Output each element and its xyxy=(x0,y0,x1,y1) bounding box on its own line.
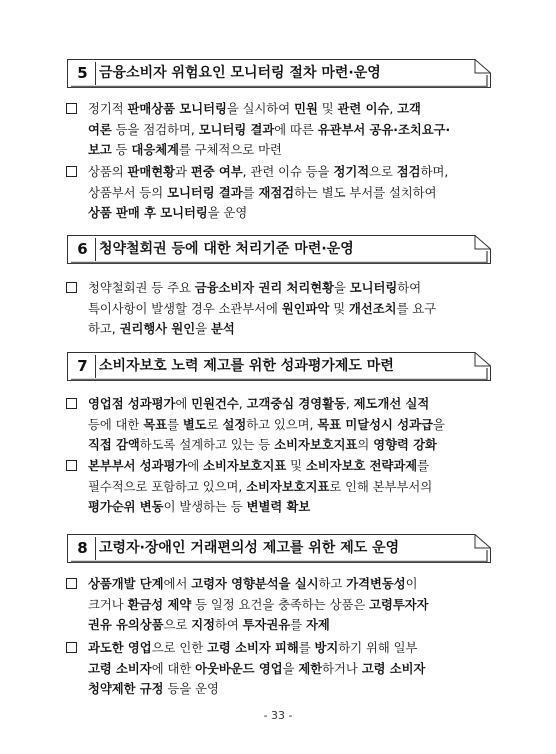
text: 으로 인한 xyxy=(151,641,208,655)
text: 상품의 xyxy=(88,165,128,179)
text-line xyxy=(88,120,450,141)
text-line xyxy=(88,394,429,415)
checkbox-bullet-icon xyxy=(66,460,77,471)
bold-text: 소비자보호지표 xyxy=(203,459,287,473)
text: 및 xyxy=(317,102,338,116)
bold-text: 청약제한 규정 xyxy=(88,682,164,696)
bold-text: 고령자 영향분석을 실시 xyxy=(191,577,319,591)
section-number: 5 xyxy=(77,64,88,82)
text: 을 xyxy=(282,661,299,676)
section-title: 소비자보호 노력 제고를 위한 성과평가제도 마련 xyxy=(99,358,394,374)
page-number: - 33 - xyxy=(263,709,293,722)
checkbox-bullet-icon xyxy=(66,166,77,177)
text-line xyxy=(88,183,437,204)
section-header-7 xyxy=(67,352,491,381)
text: 청약철회권 등 주요 xyxy=(88,281,195,295)
bold-text: 편중 여부 xyxy=(190,165,243,179)
bold-text: 영업점 성과평가 xyxy=(88,397,176,411)
text: 하는 별도 부서를 설치하여 xyxy=(294,185,437,200)
text: 등을 점검하며, xyxy=(111,122,199,137)
text: 하도록 설계하고 있는 등 xyxy=(139,438,275,452)
text: 을 운영 xyxy=(207,206,248,220)
bold-text: 여론 xyxy=(88,122,112,137)
bold-text: 관련 이슈 xyxy=(337,102,390,116)
text: 이 발생하는 등 xyxy=(163,500,247,514)
text-line xyxy=(88,299,436,320)
bold-text: 판매상품 모니터링 xyxy=(127,102,227,116)
bold-text: 가격변동성 xyxy=(346,577,406,591)
bold-text: 소비자보호 전략과제 xyxy=(305,459,418,473)
bold-text: 고객중심 경영활동 xyxy=(246,397,346,411)
checkbox-bullet-icon xyxy=(66,578,77,589)
checkbox-bullet-icon xyxy=(66,398,77,409)
bold-text: 재점검 xyxy=(258,185,295,200)
text-line xyxy=(88,99,421,120)
text: 에 xyxy=(187,459,204,473)
text: 및 xyxy=(329,301,350,316)
text-line xyxy=(88,278,421,299)
bold-text: 민원 xyxy=(294,102,318,116)
bold-text: 평가순위 변동 xyxy=(88,500,164,514)
section-number: 7 xyxy=(77,357,88,375)
text: 등에 대한 xyxy=(88,417,144,432)
bold-text: 고령 소비자 xyxy=(88,661,152,676)
bold-text: 변별력 확보 xyxy=(246,500,311,514)
bold-text: 금융소비자 권리 처리현황 xyxy=(194,281,334,295)
text: 로 xyxy=(206,417,223,432)
bold-text: 판매현황 xyxy=(127,165,176,179)
text-line xyxy=(88,456,429,477)
bold-text: 제한 xyxy=(298,661,323,676)
section-header-5 xyxy=(67,59,491,88)
bold-text: 고령투자자 xyxy=(369,597,429,612)
text: , 관련 이슈 등을 xyxy=(242,165,334,179)
text: 을 xyxy=(334,281,350,295)
bold-text: 고령 소비자 피해 xyxy=(207,641,299,655)
text: , xyxy=(238,397,247,411)
bold-text: 제도개선 실적 xyxy=(353,397,430,411)
bold-text: 민원건수 xyxy=(191,397,239,411)
section-number: 8 xyxy=(77,539,88,557)
text: 를 xyxy=(167,417,183,432)
bold-text: 지정 xyxy=(191,618,215,632)
text: 을 xyxy=(432,417,445,432)
text: 하기 위해 일부 xyxy=(338,641,418,655)
bold-text: 별도 xyxy=(182,417,207,432)
text: 특이사항이 발생할 경우 소관부서에 xyxy=(88,301,282,316)
bold-text: 투자권유 xyxy=(242,618,291,632)
text: 등 xyxy=(111,143,132,157)
text: 하고 xyxy=(318,577,347,591)
checkbox-bullet-icon xyxy=(66,282,77,293)
text: 를 xyxy=(298,641,315,655)
bold-text: 목표 미달성시 성과급 xyxy=(317,417,433,432)
text: 으로 xyxy=(369,165,397,179)
bold-text: 상품개발 단계 xyxy=(88,577,164,591)
text: 하여 xyxy=(397,281,422,295)
bold-text: 유관부서 공유·조치요구· xyxy=(317,122,451,137)
text: 하고, xyxy=(88,322,120,336)
bold-text: 자제 xyxy=(305,618,330,632)
text: 하거나 xyxy=(322,661,362,676)
text: 에 대한 xyxy=(151,661,196,676)
bold-text: 상품 판매 후 모니터링 xyxy=(88,206,208,220)
text-line xyxy=(88,162,448,183)
bold-text: 설정 xyxy=(222,417,247,432)
bold-text: 분석 xyxy=(210,322,235,336)
text: 정기적 xyxy=(88,102,128,116)
bold-text: 소비자보호지표 xyxy=(246,479,330,494)
text: 및 xyxy=(286,459,306,473)
bold-text: 목표 xyxy=(143,417,168,432)
text-line xyxy=(88,203,247,224)
bold-text: 환금성 제약 xyxy=(127,597,192,612)
text: 를 xyxy=(242,185,259,200)
text: 등을 운영 xyxy=(163,682,219,696)
bold-text: 방지 xyxy=(314,641,339,655)
text-line xyxy=(88,574,418,595)
bold-text: 권유 유의상품 xyxy=(88,618,164,632)
section-header-8 xyxy=(67,534,491,563)
bold-text: 모니터링 결과 xyxy=(198,122,275,137)
bold-text: 과도한 영업 xyxy=(88,641,152,655)
text: 과 xyxy=(175,165,191,179)
text-line xyxy=(88,140,282,161)
bold-text: 개선조치 xyxy=(349,301,397,316)
text-line xyxy=(88,679,219,700)
bold-text: 점검 xyxy=(396,165,421,179)
text-line xyxy=(88,477,432,498)
bold-text: 보고 xyxy=(88,143,112,157)
bold-text: 영향력 강화 xyxy=(373,438,437,452)
text-line xyxy=(88,659,425,680)
text: 를 구체적으로 마련 xyxy=(178,143,282,157)
text: 하며, xyxy=(420,165,449,179)
text: 크거나 xyxy=(88,597,128,612)
text: 을 실시하여 xyxy=(226,102,295,116)
text: 로 인해 본부부서의 xyxy=(329,479,433,494)
bold-text: 본부부서 성과평가 xyxy=(88,459,188,473)
text-line xyxy=(88,595,429,616)
bold-text: 아웃바운드 영업 xyxy=(195,661,283,676)
text: 으로 xyxy=(163,618,192,632)
text: , xyxy=(345,397,354,411)
bold-text: 권리행사 원인 xyxy=(119,322,196,336)
text: 하여 xyxy=(215,618,243,632)
text: 에 xyxy=(175,397,192,411)
checkbox-bullet-icon xyxy=(66,642,77,653)
bold-text: 정기적 xyxy=(333,165,370,179)
text: 를 xyxy=(290,618,306,632)
bold-text: 대응체계 xyxy=(131,143,179,157)
checkbox-bullet-icon xyxy=(66,103,77,114)
section-header-6 xyxy=(67,235,491,264)
section-title: 청약철회권 등에 대한 처리기준 마련·운영 xyxy=(99,241,354,257)
bold-text: 직접 감액 xyxy=(88,438,140,452)
text: 를 요구 xyxy=(396,301,437,316)
text: 을 xyxy=(195,322,211,336)
text-line xyxy=(88,415,445,436)
text: 등 일정 요건을 충족하는 상품은 xyxy=(191,597,370,612)
text: , xyxy=(389,102,398,116)
bold-text: 소비자보호지표 xyxy=(274,438,358,452)
bold-text: 모니터링 결과 xyxy=(167,185,243,200)
text: 에서 xyxy=(163,577,192,591)
text: 필수적으로 포함하고 있으며, xyxy=(88,479,247,494)
text: 에 따른 xyxy=(274,122,318,137)
text: 이 xyxy=(405,577,418,591)
text-line xyxy=(88,497,310,518)
bold-text: 원인파악 xyxy=(281,301,330,316)
text: 상품부서 등의 xyxy=(88,185,168,200)
bold-text: 모니터링 xyxy=(349,281,398,295)
text-line xyxy=(88,319,235,340)
text: 하고 있으며, xyxy=(246,417,318,432)
text-line xyxy=(88,435,437,456)
section-title: 고령자·장애인 거래편의성 제고를 위한 제도 운영 xyxy=(99,540,400,556)
section-title: 금융소비자 위험요인 모니터링 절차 마련·운영 xyxy=(99,65,381,81)
text: 를 xyxy=(417,459,430,473)
bold-text: 고령 소비자 xyxy=(361,661,426,676)
text: 의 xyxy=(357,438,374,452)
text-line xyxy=(88,638,417,659)
bold-text: 고객 xyxy=(397,102,421,116)
text-line xyxy=(88,615,330,636)
section-number: 6 xyxy=(77,240,88,258)
